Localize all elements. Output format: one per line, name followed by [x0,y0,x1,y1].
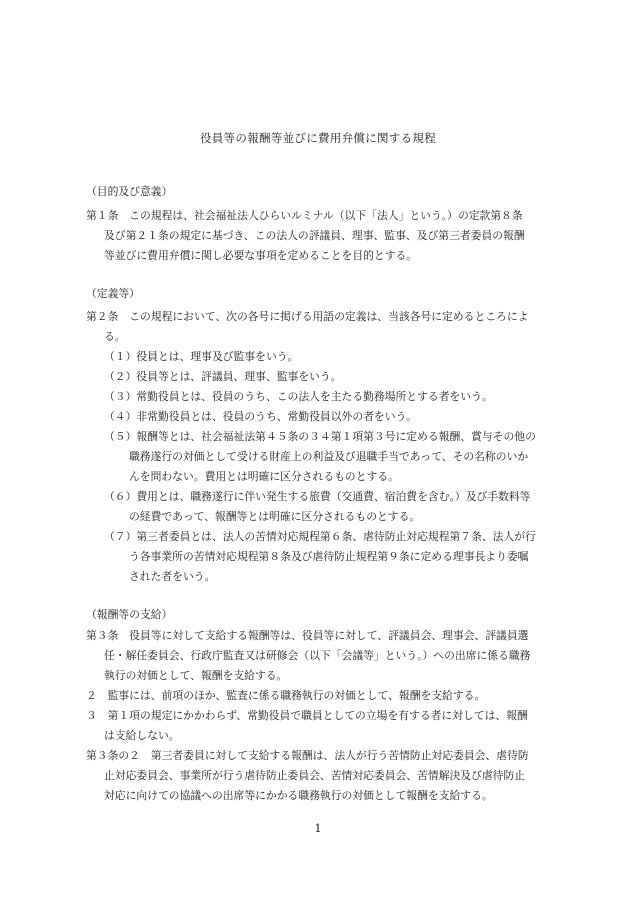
definition-item-7: （７）第三者委員とは、法人の苦情対応規程第６条、虐待防止対応規程第７条、法人が行 [104,530,536,543]
article-3-2-line-1: 第３条の２ 第三者委員に対して支給する報酬は、法人が行う苦情防止対応委員会、虐待防 [86,749,529,762]
article-3-para-3-cont: は支給しない。 [104,729,180,742]
definition-item-5: （５）報酬等とは、社会福祉法第４５条の３４第１項第３号に定める報酬、賞与その他の [104,430,536,443]
article-3-para-3: ３ 第１項の規定にかかわらず、常勤役員で職員としての立場を有する者に対しては、報酬 [86,709,528,722]
definition-item-5-cont-1: 職務遂行の対価として受ける財産上の利益及び退職手当であって、その名称のいか [129,450,529,463]
article-1-line-3: 等並びに費用弁償に関し必要な事項を定めることを目的とする。 [104,249,418,262]
definition-item-7-cont-2: された者をいう。 [129,570,216,583]
definition-item-7-cont-1: う各事業所の苦情対応規程第８条及び虐待防止規程第９条に定める理事長より委嘱 [129,550,529,563]
article-1-line-2: 及び第２１条の規定に基づき、この法人の評議員、理事、監事、及び第三者委員の報酬 [104,229,525,242]
definition-item-2: （２）役員等とは、評議員、理事、監事をいう。 [104,370,342,383]
definition-item-5-cont-2: んを問わない。費用とは明確に区分されるものとする。 [129,470,399,483]
definition-item-6-cont: の経費であって、報酬等とは明確に区分されるものとする。 [129,510,421,523]
article-3-2-line-2: 止対応委員会、事業所が行う虐待防止委員会、苦情対応委員会、苦情解決及び虐待防止 [104,769,526,782]
article-3-line-2: 任・解任委員会、行政庁監査又は研修会（以下「会議等」という。）への出席に係る職務 [104,649,531,662]
heading-purpose: （目的及び意義） [86,185,173,198]
definition-item-1: （１）役員とは、理事及び監事をいう。 [104,350,299,363]
document-title: 役員等の報酬等並びに費用弁償に関する規程 [200,131,436,145]
article-3-para-2: ２ 監事には、前項のほか、監査に係る職務執行の対価として、報酬を支給する。 [86,689,486,702]
page-number: 1 [314,822,322,835]
definition-item-6: （６）費用とは、職務遂行に伴い発生する旅費（交通費、宿泊費を含む。）及び手数料等 [104,490,531,503]
definition-item-4: （４）非常勤役員とは、役員のうち、常勤役員以外の者をいう。 [104,410,418,423]
article-3-2-line-3: 対応に向けての協議への出席等にかかる職務執行の対価として報酬を支給する。 [104,789,493,802]
article-2-line-2: る。 [104,330,126,343]
article-3-line-3: 執行の対価として、報酬を支給する。 [104,669,288,682]
heading-definitions: （定義等） [86,287,140,300]
definition-item-3: （３）常勤役員とは、役員のうち、この法人を主たる勤務場所とする者をいう。 [104,390,493,403]
article-1-line-1: 第１条 この規程は、社会福祉法人ひらいルミナル（以下「法人」という。）の定款第８条 [86,209,523,222]
article-2-line-1: 第２条 この規程において、次の各号に掲げる用語の定義は、当該各号に定めるところによ [86,310,529,323]
heading-payment: （報酬等の支給） [86,608,173,621]
article-3-line-1: 第３条 役員等に対して支給する報酬等は、役員等に対して、評議員会、理事会、評議員選 [86,629,529,642]
